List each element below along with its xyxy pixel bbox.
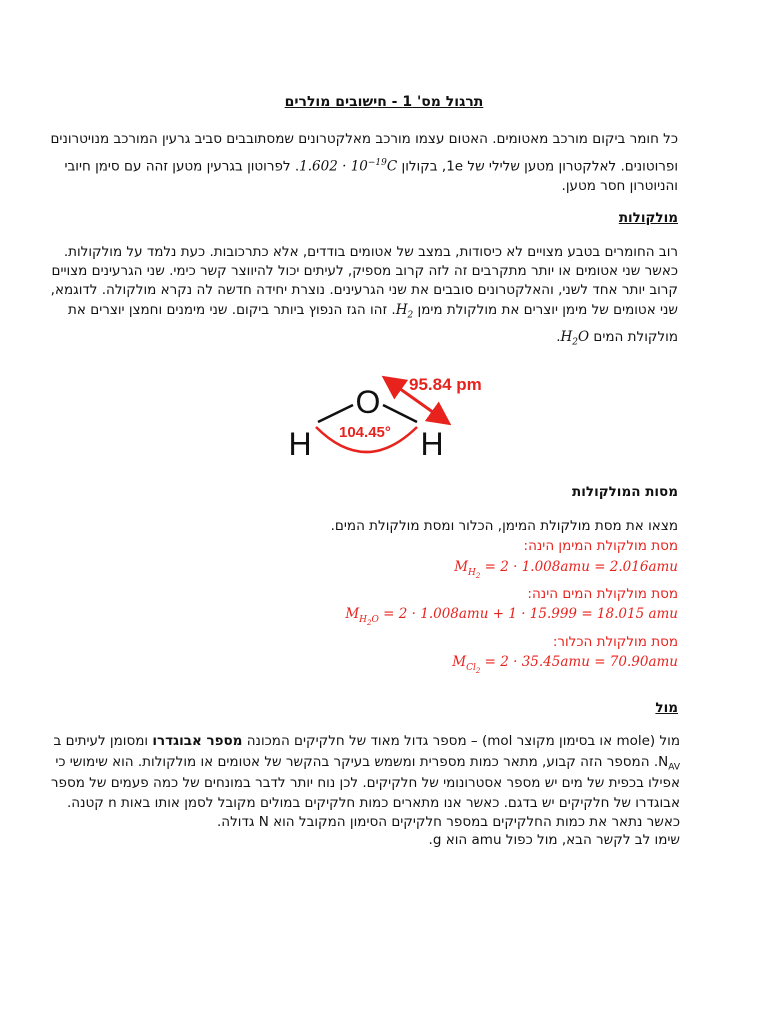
avogadro-symbol-sub: AV [668, 762, 680, 773]
molecules-line-5-text-b: . [556, 329, 561, 345]
avogadro-term: מספר אבוגדרו [152, 733, 243, 749]
mole-line-6: שימו לב לקשר הבא, מול כפול amu הוא g. [428, 832, 680, 848]
mole-line-4: אבוגדרו של חלקיקים יש בדגם. כאשר אנו מתארים כמות חלקיקים במולים מקובל לסמן אותו באות n קטנה. [66, 795, 680, 811]
mole-line-5: כאשר נתאר את כמות החלקיקים במספר חלקיקים הסימון המקובל הוא N גדולה. [217, 814, 680, 830]
h2o-symbol-o: O [578, 329, 590, 345]
atom-o: O [355, 384, 381, 420]
h2o-mass-formula [78, 603, 678, 633]
intro-line-1: כל חומר ביקום מורכב מאטומים. האטום עצמו מורכב מאלקטרונים שמסתובבים סביב גרעין המורכב מנויטרונים [50, 131, 678, 147]
cl-mass-expression [452, 651, 678, 681]
mole-line-2-text: . המספר הזה קבוע, מתאר כמות מספרית ומשמש בעיקר בהקשר של אטומים או מולקולות. הוא שימושי כי [55, 754, 659, 770]
h2o-mass-sub-h: H [359, 614, 368, 625]
mole-line-1 [40, 730, 680, 752]
page-title: תרגול מס' 1 - חישובים מולרים [284, 94, 484, 110]
section-heading-masses: מסות המולקולות [572, 484, 678, 500]
water-molecule-diagram [0, 365, 768, 485]
cl-mass-label: מסת מולקולת הכלור: [552, 634, 678, 650]
h2-mass-value: = 2 · 1.008amu = 2.016amu [484, 559, 678, 575]
molecules-line-1: רוב החומרים בטבע מצויים לא כיסודות, במצב של אטומים בודדים, אלא כתרכובות. כעת נלמד על מולקולות. [63, 244, 678, 260]
bond-length-label: 95.84 pm [409, 375, 482, 394]
molecules-line-2: כאשר שני אטומים או יותר מתקרבים זה לזה קרוב מספיק, לעיתים יכול להיווצר קשר כימי. שני הגרעינים מצויים [51, 263, 678, 279]
mole-line-1-text-b: ומסומן לעיתים ב [53, 733, 149, 749]
cl-mass-sub-2: 2 [475, 666, 481, 675]
atom-h-right: H [420, 426, 444, 462]
masses-task: מצאו את מסת מולקולת המימן, הכלור ומסת מולקולת המים. [330, 518, 678, 534]
h2o-mass-sub-2: 2 [367, 618, 372, 627]
mole-line-1-text-a: מול (mole או בסימון מקוצר mol) – מספר גדול מאוד של חלקיקים המכונה [246, 733, 680, 749]
cl-mass-value: = 2 · 35.45amu = 70.90amu [484, 654, 678, 670]
h2-mass-sub-2: 2 [475, 571, 481, 580]
avogadro-symbol-n: N [658, 754, 669, 770]
mole-line-3: אפילו בכפית של מים יש מספר אסטרונומי של חלקיקים. לכן נוח יותר לדבר במונחים של כמה פעמים של מספר [50, 775, 680, 791]
h2-mass-symbol: M [454, 559, 469, 575]
bond-left [318, 405, 353, 422]
atom-h-left: H [288, 426, 312, 462]
cl-mass-symbol: M [452, 654, 467, 670]
h2o-mass-symbol: M [345, 606, 360, 622]
intro-line-3: והניוטרון חסר מטען. [561, 178, 678, 194]
molecules-line-5-text-a: מולקולת המים [593, 329, 678, 345]
intro-line-2-text-a: ופרוטונים. לאלקטרון מטען שלילי של 1e, בקולון [401, 158, 678, 175]
h2o-mass-sub-o: O [371, 614, 379, 625]
molecules-line-5 [78, 326, 678, 354]
h2-mass-sub [468, 568, 480, 578]
section-heading-molecules: מולקולות [618, 210, 678, 226]
h2o-symbol-sub: 2 [572, 337, 579, 348]
h2-mass-sub-h: H [468, 567, 476, 578]
cl-mass-formula [78, 651, 678, 681]
h2o-mass-expression [345, 603, 678, 633]
h2-symbol-h: H [395, 302, 408, 318]
h2-mass-formula [78, 556, 678, 586]
h2-mass-label: מסת מולקולת המימן הינה: [523, 538, 678, 554]
molecules-line-4 [68, 299, 678, 327]
section-heading-mole: מול [655, 700, 678, 716]
bond-right [383, 405, 417, 422]
bond-angle-label: 104.45° [339, 424, 391, 441]
h2o-mass-sub [359, 615, 379, 625]
charge-unit: C [386, 158, 398, 175]
charge-exponent: −19 [367, 158, 387, 168]
h2-mass-expression [454, 556, 678, 586]
h2o-symbol [561, 326, 590, 354]
molecules-line-4-text-a: שני אטומים של מימן יוצרים את מולקולת מימן [417, 302, 678, 318]
h2o-mass-value: = 2 · 1.008amu + 1 · 15.999 = 18.015 amu [383, 606, 678, 622]
intro-line-2 [64, 152, 678, 178]
h2o-mass-label: מסת מולקולת המים הינה: [527, 586, 678, 602]
molecules-line-3: קרוב יותר אחד לשני, והאלקטרונים סובבים את שני הגרעינים. נוצרת יחידה חדשה לה נקרא מולקולה. לדוגמא, [50, 282, 678, 298]
cl-mass-sub-cl: Cl [466, 662, 476, 673]
charge-mantissa: 1.602 · 10 [299, 158, 368, 175]
intro-line-2-text-b: . לפרוטון בגרעין מטען זהה עם סימן חיובי [64, 158, 300, 175]
h2-symbol [396, 299, 414, 327]
electron-charge-value [299, 152, 397, 178]
h2o-symbol-h: H [560, 329, 573, 345]
h2-symbol-sub: 2 [407, 310, 414, 321]
molecules-line-4-text-b: . זהו הגז הנפוץ ביותר ביקום. שני מימנים וחמצן יוצרים את [68, 302, 396, 318]
cl-mass-sub [466, 663, 480, 673]
